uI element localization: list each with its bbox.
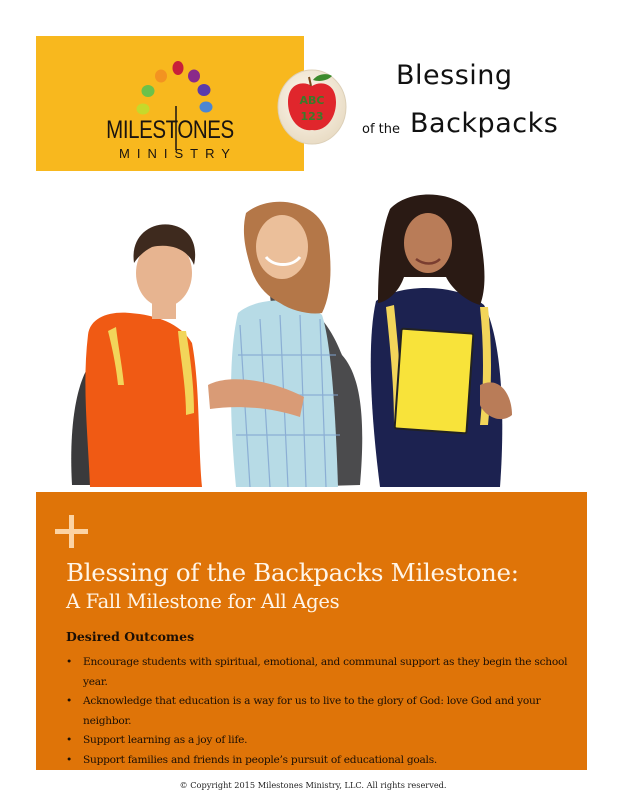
panel-subtitle: A Fall Milestone for All Ages [66, 590, 340, 613]
outcome-text: Encourage students with spiritual, emotional, and communal support as they begin the school year. [83, 656, 568, 688]
bullet-icon: • [66, 695, 72, 707]
header-title-of: of the [362, 122, 400, 137]
students-photo [60, 185, 560, 487]
outcome-text: Acknowledge that education is a way for us to live to the glory of God: love God and your neighbor. [83, 695, 541, 727]
outcomes-list [66, 653, 586, 770]
bullet-icon: • [66, 656, 72, 668]
desired-outcomes-heading: Desired Outcomes [66, 629, 195, 644]
apple-badge-icon [276, 64, 348, 146]
logo-subtitle: MINISTRY [119, 146, 237, 161]
bullet-icon: • [66, 734, 72, 746]
outcome-text: Support families and friends in people’s pursuit of educational goals. [83, 753, 438, 766]
milestone-summary-panel [36, 492, 587, 770]
copyright-notice: © Copyright 2015 Milestones Ministry, LLC. All rights reserved. [179, 780, 447, 790]
list-item [66, 731, 586, 751]
panel-title: Blessing of the Backpacks Milestone: [66, 558, 519, 587]
milestones-logo [36, 36, 304, 171]
bullet-icon: • [66, 753, 72, 766]
svg-text:123: 123 [300, 110, 324, 123]
header-title-line2: Backpacks [410, 108, 559, 139]
list-item [66, 653, 586, 692]
logo-wordmark: MILESTONES [106, 116, 234, 144]
list-item [66, 692, 586, 731]
list-item [66, 751, 586, 771]
plus-icon [55, 515, 88, 548]
outcome-text: Support learning as a joy of life. [83, 734, 248, 746]
svg-text:ABC: ABC [299, 94, 325, 107]
header-title-line1: Blessing [396, 60, 513, 91]
